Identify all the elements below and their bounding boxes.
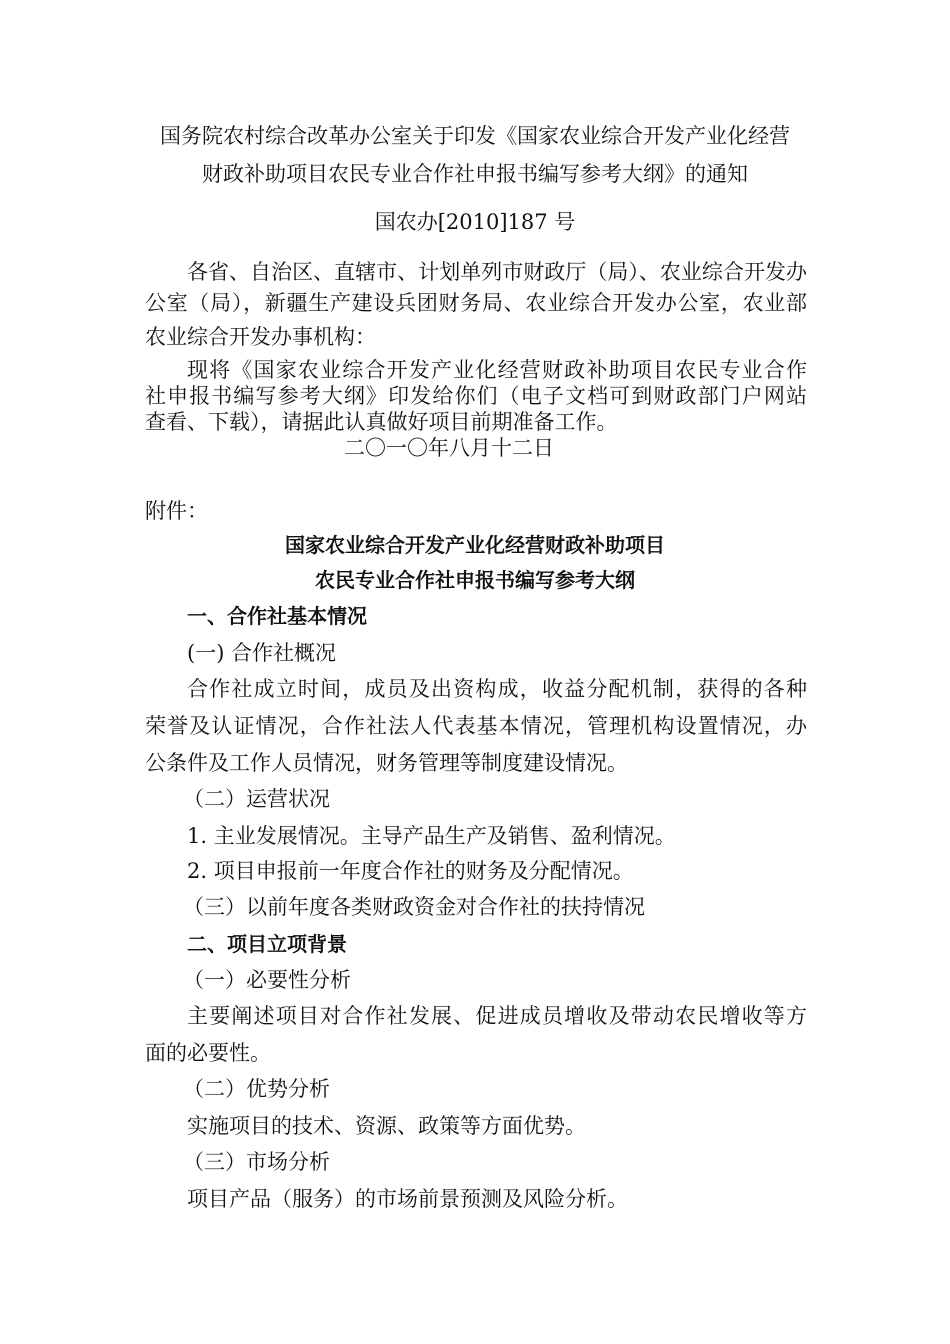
section-2-1-line-1: 主要阐述项目对合作社发展、促进成员增收及带动农民增收等方 xyxy=(187,1004,807,1028)
section-2-2-text: 实施项目的技术、资源、政策等方面优势。 xyxy=(187,1114,586,1138)
section-1-1-heading: (一) 合作社概况 xyxy=(187,641,337,665)
section-2-heading: 二、项目立项背景 xyxy=(187,932,347,956)
notice-body-line-1: 现将《国家农业综合开发产业化经营财政补助项目农民专业合作 xyxy=(187,358,807,382)
notice-date: 二〇一〇年八月十二日 xyxy=(344,436,554,460)
section-2-1-line-2: 面的必要性。 xyxy=(145,1041,271,1065)
section-1-heading: 一、合作社基本情况 xyxy=(187,604,367,628)
section-1-1-line-1: 合作社成立时间，成员及出资构成，收益分配机制，获得的各种 xyxy=(187,677,807,701)
section-1-2-item-1: 1. 主业发展情况。主导产品生产及销售、盈利情况。 xyxy=(187,824,676,848)
section-1-2-item-2: 2. 项目申报前一年度合作社的财务及分配情况。 xyxy=(187,859,634,883)
section-2-3-text: 项目产品（服务）的市场前景预测及风险分析。 xyxy=(187,1187,628,1211)
section-2-1-heading: （一）必要性分析 xyxy=(183,968,351,992)
addressee-line-2: 公室（局），新疆生产建设兵团财务局、农业综合开发办公室，农业部 xyxy=(145,291,807,315)
attachment-label: 附件： xyxy=(145,499,208,523)
section-1-2-heading: （二）运营状况 xyxy=(183,787,330,811)
document-number: 国农办[2010]187 号 xyxy=(374,210,576,234)
section-1-1-line-2: 荣誉及认证情况，合作社法人代表基本情况，管理机构设置情况，办 xyxy=(145,714,807,738)
section-1-3-heading: （三）以前年度各类财政资金对合作社的扶持情况 xyxy=(183,895,645,919)
notice-body-line-3: 查看、下载），请据此认真做好项目前期准备工作。 xyxy=(145,410,618,434)
addressee-line-1: 各省、自治区、直辖市、计划单列市财政厅（局）、农业综合开发办 xyxy=(187,260,807,284)
notice-title-line-2: 财政补助项目农民专业合作社申报书编写参考大纲》的通知 xyxy=(202,162,748,186)
addressee-line-3: 农业综合开发办事机构： xyxy=(145,325,376,349)
section-2-3-heading: （三）市场分析 xyxy=(183,1150,330,1174)
section-1-1-line-3: 公条件及工作人员情况，财务管理等制度建设情况。 xyxy=(145,751,628,775)
notice-title-line-1: 国务院农村综合改革办公室关于印发《国家农业综合开发产业化经营 xyxy=(160,124,790,148)
attachment-title-line-1: 国家农业综合开发产业化经营财政补助项目 xyxy=(285,533,665,557)
notice-body-line-2: 社申报书编写参考大纲》印发给你们（电子文档可到财政部门户网站 xyxy=(145,384,807,408)
attachment-title-line-2: 农民专业合作社申报书编写参考大纲 xyxy=(315,568,635,592)
section-2-2-heading: （二）优势分析 xyxy=(183,1077,330,1101)
